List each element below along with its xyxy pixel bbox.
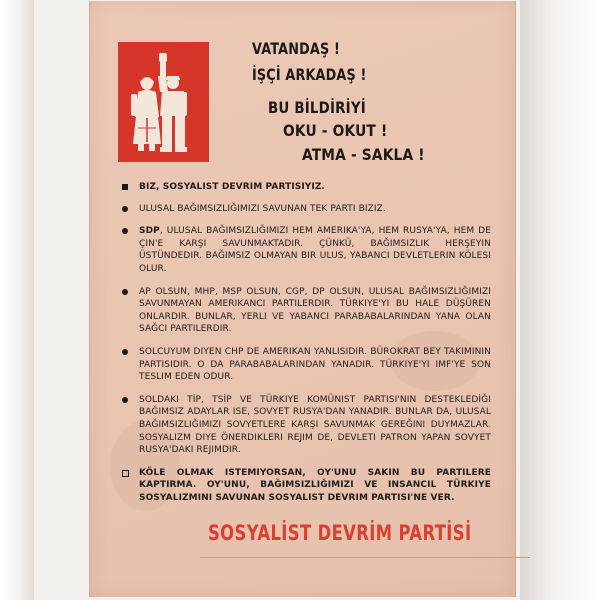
round-bullet-icon: [122, 397, 128, 403]
headline-keep-it: ATMA - SAKLA !: [302, 145, 425, 164]
round-bullet-icon: [122, 349, 128, 355]
checkbox-bullet-icon: [122, 470, 129, 477]
party-logo: [118, 42, 209, 162]
list-item: [119, 286, 491, 336]
list-item: [119, 225, 491, 275]
item-text: SOLDAKI TİP, TSİP VE TÜRKIYE KOMÜNIST PARTISI'NIN DESTEKLEDİĞI BAĞIMSIZ ADAYLAR ISE, SOVYET RUSYA'DAN YANADIR. BUNLAR DA, ULUSAL BAĞIMSIZLIĞIMIZI SOVYETLERE KARŞI SAVUNMAK GEREĞINI DUYMAZLAR. SOSYALIZM DIYE ÖNERDIKLERI REJIM DE, DEVLETI PATRON YAPAN SOVYET RUSYA'DAKI REJIMDIR.: [139, 394, 491, 456]
item-text: KÖLE OLMAK ISTEMIYORSAN, OY'UNU SAKIN BU PARTILERE KAPTIRMA. OY'UNU, BAĞIMSIZLIĞIMIZI VE INSANCIL TÜRKIYE SOSYALIZMINI SAVUNAN SOSYALIST DEVRIM PARTISI'NE VER.: [139, 467, 491, 503]
headline-read-share: OKU - OKUT !: [283, 121, 388, 140]
list-item: [119, 394, 491, 457]
headline-citizen: VATANDAŞ !: [252, 39, 340, 58]
scan-background-right: [520, 0, 600, 600]
item-text: ULUSAL BAĞIMSIZLIĞIMIZI SAVUNAN TEK PARTI BIZIZ.: [139, 203, 386, 214]
square-bullet-icon: [122, 184, 128, 190]
round-bullet-icon: [122, 228, 128, 234]
list-item: [119, 181, 491, 194]
list-item: [119, 346, 491, 384]
list-item: [119, 467, 491, 505]
scan-background-left: [0, 0, 34, 600]
item-text: BIZ, SOSYALIST DEVRIM PARTISIYIZ.: [139, 182, 326, 192]
worker-couple-raised-fist-icon: [118, 42, 209, 162]
round-bullet-icon: [122, 289, 128, 295]
leaflet-page: [89, 1, 516, 597]
item-text: SDP, ULUSAL BAĞIMSIZLIĞIMIZI HEM AMERIKA'YA, HEM RUSYA'YA, HEM DE ÇIN'E KARŞI SAVUNMAKTADIR. ÇÜNKÜ, BAĞIMSIZLIK HERŞEYIN ÜSTÜNDEDIR. BAĞIMSIZ OLMAYAN BIR ULUS, YABANCI DEVLETLERIN KÖLESI OLUR.: [139, 226, 491, 274]
round-bullet-icon: [122, 206, 128, 212]
headline-worker-friend: İŞÇİ ARKADAŞ !: [252, 65, 367, 84]
party-signature: SOSYALİST DEVRİM PARTİSİ: [208, 521, 472, 545]
statement-list: [119, 181, 491, 504]
item-text: AP OLSUN, MHP, MSP OLSUN, CGP, DP OLSUN, ULUSAL BAĞIMSIZLIĞIMIZI SAVUNMAYAN AMERIKANCI PARTILERDIR. TÜRKIYE'YI BU HALE DÜŞÜREN ONLARDIR. BUNLAR, YERLI VE YABANCI PARABABALARINDAN YANA OLAN SAĞCI PARTILERDIR.: [139, 286, 491, 335]
signature-underline: [200, 557, 530, 558]
item-text: SOLCUYUM DIYEN CHP DE AMERIKAN YANLISIDIR. BÜROKRAT BEY TAKIMININ PARTISIDIR. O DA PARABABALARINDAN YANADIR. TÜRKIYE'YI IMF'YE SON TESLIM EDEN ODUR.: [139, 346, 491, 383]
list-item: [119, 203, 491, 216]
item-lead: SDP: [139, 226, 160, 237]
headline-this-leaflet: BU BİLDİRİYİ: [268, 98, 366, 117]
